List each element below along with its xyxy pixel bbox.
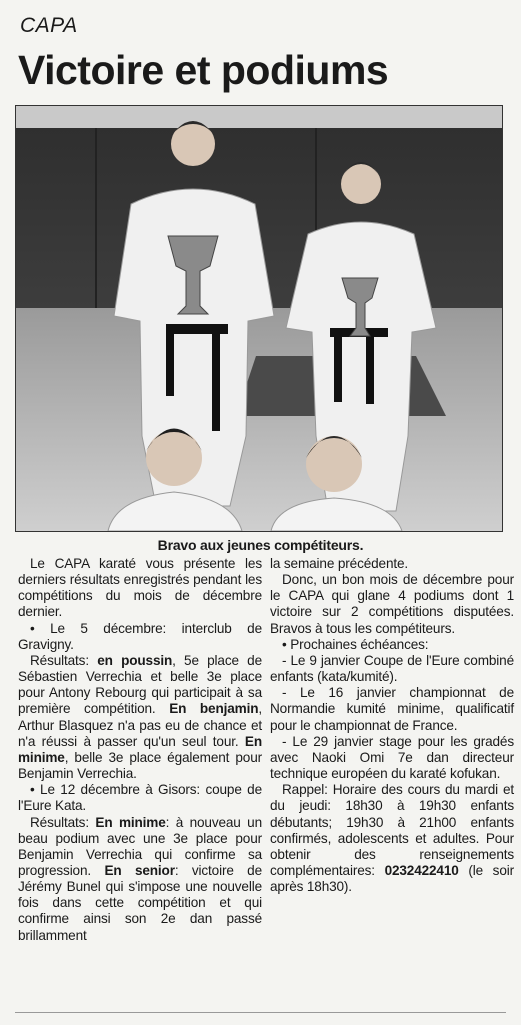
paragraph: Résultats: en poussin, 5e place de Sébastien Verrechia et belle 3e place pour Antony Rebourg qui participait à sa première compétition. En benjamin, Arthur Blasquez n'a pas eu de chance et n'a réussi à passer qu'un seul tour. En minime, belle 3e place également pour Benjamin Verrechia. xyxy=(18,652,262,782)
paragraph: Rappel: Horaire des cours du mardi et du jeudi: 18h30 à 19h30 enfants débutants; 19h30 à 21h00 enfants confirmés, adolescents et adultes. Pour obtenir des renseignements complémentaires: 0232422410 (le soir après 18h30). xyxy=(270,782,514,895)
photo-caption: Bravo aux jeunes compétiteurs. xyxy=(157,537,364,553)
paragraph: • Le 12 décembre à Gisors: coupe de l'Eure Kata. xyxy=(18,782,262,814)
paragraph: - Le 29 janvier stage pour les gradés avec Naoki Omi 7e dan directeur technique européen du karaté kofukan. xyxy=(270,733,514,782)
paragraph: • Prochaines échéances: xyxy=(282,636,429,652)
article-column-right xyxy=(270,556,514,895)
paragraph: la semaine précédente. xyxy=(270,556,409,571)
page-title: Victoire et podiums xyxy=(18,47,389,93)
paragraph: Résultats: En minime: à nouveau un beau podium avec une 3e place pour Benjamin Verrechia qui confirme sa progression. En senior: victoire de Jérémy Bunel qui s'impose une nouvelle fois dans cette compétition et qui confirme ainsi son 2e dan passé brillamment xyxy=(18,814,262,943)
article-column-left xyxy=(18,556,262,944)
paragraph: Le CAPA karaté vous présente les derniers résultats enregistrés pendant les compétitions du mois de décembre dernier. xyxy=(18,556,262,620)
article-photo xyxy=(15,105,503,532)
paragraph: • Le 5 décembre: interclub de Gravigny. xyxy=(18,620,262,652)
section-label: CAPA xyxy=(20,14,78,37)
paragraph: Donc, un bon mois de décembre pour le CAPA qui glane 4 podiums dont 1 victoire sur 2 compétitions disputées. Bravos à tous les compétiteurs. xyxy=(270,572,514,636)
paragraph: - Le 16 janvier championnat de Normandie kumité minime, qualificatif pour le championnat de France. xyxy=(270,685,514,733)
page-rule xyxy=(15,1012,506,1013)
paragraph: - Le 9 janvier Coupe de l'Eure combiné enfants (kata/kumité). xyxy=(270,652,514,685)
